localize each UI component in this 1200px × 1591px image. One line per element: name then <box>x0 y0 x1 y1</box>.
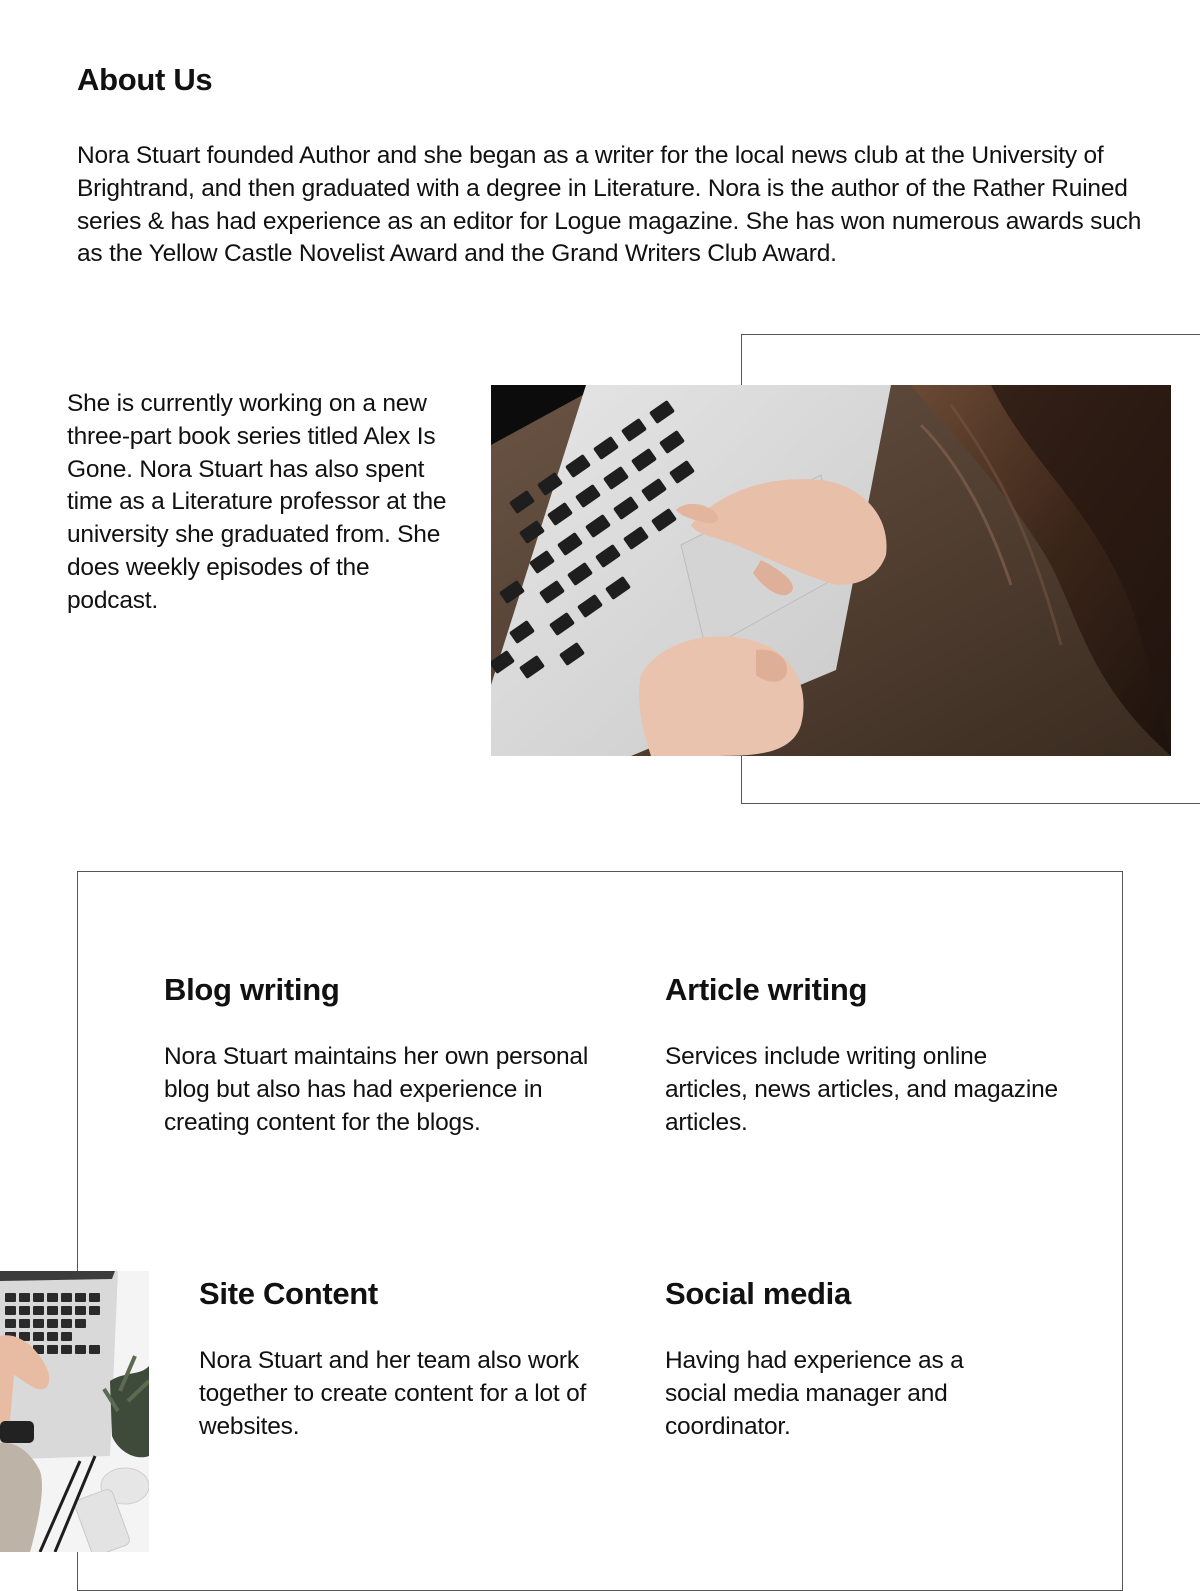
service-title-social-media: Social media <box>665 1276 851 1311</box>
service-description-social-media: Having had experience as a social media manager and coordinator. <box>665 1347 964 1440</box>
about-intro-paragraph: Nora Stuart founded Author and she began as a writer for the local news club at the University of Brightrand, and then graduated with a degree in Literature. Nora is the author of the Rather Ruined series & has had experience as an editor for Logue magazine. She has won numerous awards such as the Yellow Castle Novelist Award and the Grand Writers Club Award. <box>77 142 1142 268</box>
laptop-typing-photo <box>491 385 1171 756</box>
service-description-blog-writing: Nora Stuart maintains her own personal blog but also has had experience in creating content for the blogs. <box>164 1043 589 1136</box>
workspace-photo <box>0 1271 149 1552</box>
service-title-blog-writing: Blog writing <box>164 972 340 1007</box>
about-heading: About Us <box>77 62 213 97</box>
service-title-site-content: Site Content <box>199 1276 378 1311</box>
service-description-site-content: Nora Stuart and her team also work together to create content for a lot of websites. <box>199 1347 587 1440</box>
service-description-article-writing: Services include writing online articles, news articles, and magazine articles. <box>665 1043 1058 1136</box>
service-title-article-writing: Article writing <box>665 972 868 1007</box>
current-work-paragraph: She is currently working on a new three-part book series titled Alex Is Gone. Nora Stuart has also spent time as a Literature professor at the university she graduated from. She does weekly episodes of the podcast. <box>67 390 447 614</box>
